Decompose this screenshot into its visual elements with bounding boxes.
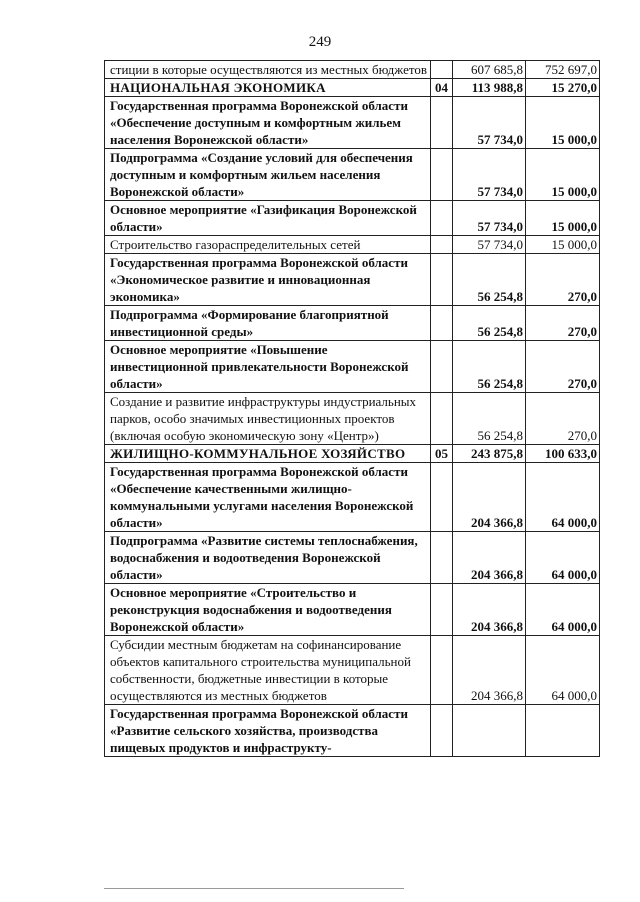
table-row xyxy=(105,79,600,97)
row-value-2025-cell: 15 000,0 xyxy=(526,97,600,149)
row-code-cell xyxy=(431,463,453,532)
row-value-2024-cell: 57 734,0 xyxy=(453,201,526,236)
row-name-cell: Основное мероприятие «Строительство и реконструкция водоснабжения и водоотведения Воронежской области» xyxy=(105,584,431,636)
row-value-2024-cell: 56 254,8 xyxy=(453,341,526,393)
row-name-cell: стиции в которые осуществляются из местных бюджетов xyxy=(105,61,431,79)
table-row xyxy=(105,61,600,79)
row-value-2024-cell: 204 366,8 xyxy=(453,584,526,636)
row-name-cell: Основное мероприятие «Повышение инвестиционной привлекательности Воронежской области» xyxy=(105,341,431,393)
row-value-2024-cell: 204 366,8 xyxy=(453,463,526,532)
table-row xyxy=(105,149,600,201)
table-row xyxy=(105,636,600,705)
row-value-2024-cell: 56 254,8 xyxy=(453,254,526,306)
row-name-cell: Субсидии местным бюджетам на софинансирование объектов капитального строительства муниципальной собственности, бюджетные инвестиции в которые осуществляются из местных бюджетов xyxy=(105,636,431,705)
table-row xyxy=(105,254,600,306)
row-value-2025-cell: 15 270,0 xyxy=(526,79,600,97)
row-code-cell: 04 xyxy=(431,79,453,97)
row-code-cell xyxy=(431,149,453,201)
row-name-cell: Государственная программа Воронежской области «Обеспечение качественными жилищно-коммунальными услугами населения Воронежской области» xyxy=(105,463,431,532)
row-value-2024-cell: 204 366,8 xyxy=(453,532,526,584)
page-number: 249 xyxy=(308,34,332,50)
row-value-2025-cell: 100 633,0 xyxy=(526,445,600,463)
row-code-cell xyxy=(431,254,453,306)
row-value-2025-cell: 270,0 xyxy=(526,306,600,341)
row-value-2024-cell: 56 254,8 xyxy=(453,393,526,445)
table-row xyxy=(105,532,600,584)
row-name-cell: Государственная программа Воронежской области «Обеспечение доступным и комфортным жильем населения Воронежской области» xyxy=(105,97,431,149)
row-value-2024-cell: 56 254,8 xyxy=(453,306,526,341)
row-name-cell: ЖИЛИЩНО-КОММУНАЛЬНОЕ ХОЗЯЙСТВО xyxy=(105,445,431,463)
row-value-2024-cell: 57 734,0 xyxy=(453,97,526,149)
row-value-2024-cell: 243 875,8 xyxy=(453,445,526,463)
row-value-2025-cell: 64 000,0 xyxy=(526,636,600,705)
row-value-2025-cell: 15 000,0 xyxy=(526,149,600,201)
table-row xyxy=(105,393,600,445)
table-row xyxy=(105,341,600,393)
row-code-cell: 05 xyxy=(431,445,453,463)
row-value-2024-cell: 113 988,8 xyxy=(453,79,526,97)
table-row xyxy=(105,463,600,532)
row-value-2025-cell: 15 000,0 xyxy=(526,201,600,236)
table-row xyxy=(105,201,600,236)
row-value-2025-cell xyxy=(526,705,600,757)
row-name-cell: Государственная программа Воронежской области «Развитие сельского хозяйства, производства пищевых продуктов и инфраструкту- xyxy=(105,705,431,757)
row-name-cell: Строительство газораспределительных сетей xyxy=(105,236,431,254)
row-code-cell xyxy=(431,532,453,584)
row-code-cell xyxy=(431,201,453,236)
row-value-2025-cell: 15 000,0 xyxy=(526,236,600,254)
row-code-cell xyxy=(431,236,453,254)
row-name-cell: Подпрограмма «Развитие системы теплоснабжения, водоснабжения и водоотведения Воронежской области» xyxy=(105,532,431,584)
row-value-2025-cell: 270,0 xyxy=(526,341,600,393)
row-code-cell xyxy=(431,306,453,341)
row-name-cell: НАЦИОНАЛЬНАЯ ЭКОНОМИКА xyxy=(105,79,431,97)
row-code-cell xyxy=(431,97,453,149)
row-code-cell xyxy=(431,393,453,445)
row-value-2025-cell: 64 000,0 xyxy=(526,532,600,584)
row-value-2024-cell: 57 734,0 xyxy=(453,149,526,201)
table-row xyxy=(105,306,600,341)
row-value-2024-cell: 607 685,8 xyxy=(453,61,526,79)
budget-table-body xyxy=(105,61,600,757)
row-code-cell xyxy=(431,584,453,636)
row-value-2025-cell: 270,0 xyxy=(526,254,600,306)
row-value-2024-cell xyxy=(453,705,526,757)
row-value-2024-cell: 204 366,8 xyxy=(453,636,526,705)
row-name-cell: Государственная программа Воронежской области «Экономическое развитие и инновационная экономика» xyxy=(105,254,431,306)
row-value-2025-cell: 752 697,0 xyxy=(526,61,600,79)
row-value-2025-cell: 64 000,0 xyxy=(526,584,600,636)
row-value-2025-cell: 270,0 xyxy=(526,393,600,445)
footer-rule xyxy=(104,888,404,889)
row-value-2024-cell: 57 734,0 xyxy=(453,236,526,254)
row-code-cell xyxy=(431,61,453,79)
budget-table xyxy=(104,60,600,757)
table-row xyxy=(105,445,600,463)
table-row xyxy=(105,97,600,149)
row-name-cell: Основное мероприятие «Газификация Воронежской области» xyxy=(105,201,431,236)
table-row xyxy=(105,584,600,636)
row-code-cell xyxy=(431,705,453,757)
row-code-cell xyxy=(431,636,453,705)
row-name-cell: Подпрограмма «Создание условий для обеспечения доступным и комфортным жильем населения Воронежской области» xyxy=(105,149,431,201)
row-name-cell: Подпрограмма «Формирование благоприятной инвестиционной среды» xyxy=(105,306,431,341)
row-name-cell: Создание и развитие инфраструктуры индустриальных парков, особо значимых инвестиционных проектов (включая особую экономическую зону «Центр») xyxy=(105,393,431,445)
table-row xyxy=(105,236,600,254)
table-row xyxy=(105,705,600,757)
row-value-2025-cell: 64 000,0 xyxy=(526,463,600,532)
row-code-cell xyxy=(431,341,453,393)
